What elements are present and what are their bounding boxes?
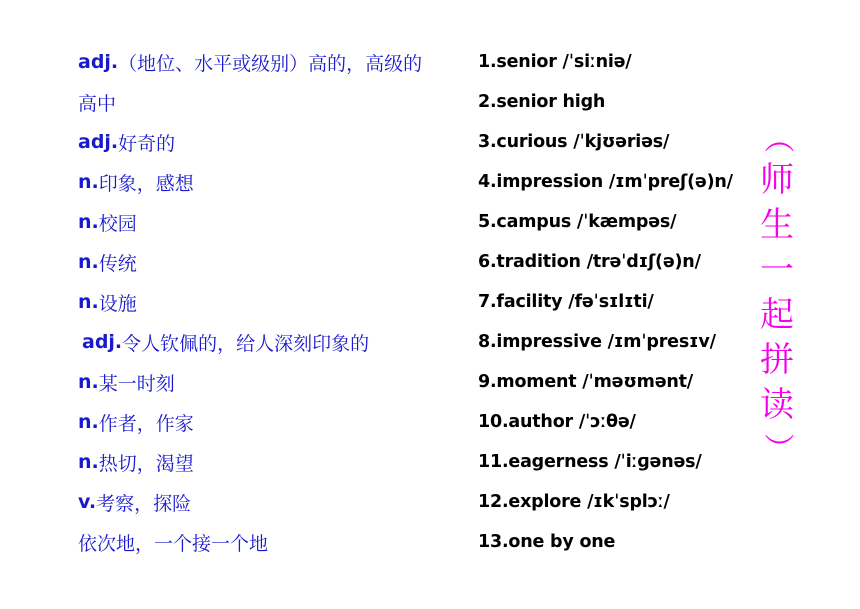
word-entry-13: 13.one by one [478, 532, 616, 552]
part-of-speech: n. [78, 171, 99, 193]
meaning-row-9 [78, 362, 478, 402]
chinese-meanings-column [78, 42, 478, 562]
word-entry-2: 2.senior high [478, 92, 606, 112]
part-of-speech: n. [78, 251, 99, 273]
meaning-row-12 [78, 482, 478, 522]
meaning-text: 高中 [78, 92, 117, 115]
note-char: 师 [760, 160, 794, 200]
meaning-text: 传统 [98, 252, 137, 275]
meaning-row-2 [78, 82, 478, 122]
read-together-note [752, 118, 802, 468]
meaning-row-13 [78, 522, 478, 562]
meaning-row-8 [78, 322, 478, 362]
meaning-row-7 [78, 282, 478, 322]
meaning-text: （地位、水平或级别）高的，高级的 [118, 52, 423, 75]
part-of-speech: adj. [82, 331, 123, 353]
word-entry-11: 11.eagerness /ˈiːɡənəs/ [478, 452, 702, 472]
meaning-text: 作者，作家 [98, 412, 194, 435]
word-entry-1: 1.senior /ˈsiːniə/ [478, 52, 632, 72]
meaning-row-11 [78, 442, 478, 482]
word-entry-4: 4.impression /ɪmˈpreʃ(ə)n/ [478, 172, 733, 192]
meaning-row-4 [78, 162, 478, 202]
word-entry-5: 5.campus /ˈkæmpəs/ [478, 212, 677, 232]
note-char: 生 [760, 205, 794, 245]
part-of-speech: n. [78, 291, 99, 313]
meaning-row-3 [78, 122, 478, 162]
part-of-speech: n. [78, 211, 99, 233]
part-of-speech: n. [78, 411, 99, 433]
open-paren: （ [760, 123, 795, 153]
meaning-text: 某一时刻 [98, 372, 175, 395]
word-entry-9: 9.moment /ˈməʊmənt/ [478, 372, 693, 392]
word-entry-12: 12.explore /ɪkˈsplɔː/ [478, 492, 670, 512]
word-entry-6: 6.tradition /trəˈdɪʃ(ə)n/ [478, 252, 701, 272]
part-of-speech: adj. [78, 131, 119, 153]
part-of-speech: n. [78, 371, 99, 393]
meaning-text: 校园 [98, 212, 137, 235]
note-char: 读 [760, 385, 794, 425]
part-of-speech: n. [78, 451, 99, 473]
note-char: 一 [760, 250, 794, 290]
english-words-column [478, 42, 758, 562]
part-of-speech: adj. [78, 51, 119, 73]
meaning-text: 设施 [98, 292, 137, 315]
meaning-text: 热切，渴望 [98, 452, 194, 475]
meaning-text: 好奇的 [118, 132, 176, 155]
meaning-text: 印象，感想 [98, 172, 194, 195]
part-of-speech: v. [78, 491, 97, 513]
word-entry-10: 10.author /ˈɔːθə/ [478, 412, 636, 432]
close-paren: ） [760, 433, 795, 463]
meaning-row-1 [78, 42, 478, 82]
meaning-text: 令人钦佩的，给人深刻印象的 [122, 332, 370, 355]
meaning-row-5 [78, 202, 478, 242]
meaning-text: 依次地，一个接一个地 [78, 532, 269, 555]
meaning-row-10 [78, 402, 478, 442]
note-char: 起 [760, 295, 794, 335]
meaning-row-6 [78, 242, 478, 282]
word-entry-7: 7.facility /fəˈsɪlɪti/ [478, 292, 654, 312]
word-entry-8: 8.impressive /ɪmˈpresɪv/ [478, 332, 716, 352]
word-entry-3: 3.curious /ˈkjʊəriəs/ [478, 132, 670, 152]
meaning-text: 考察，探险 [96, 492, 192, 515]
note-char: 拼 [760, 340, 794, 380]
